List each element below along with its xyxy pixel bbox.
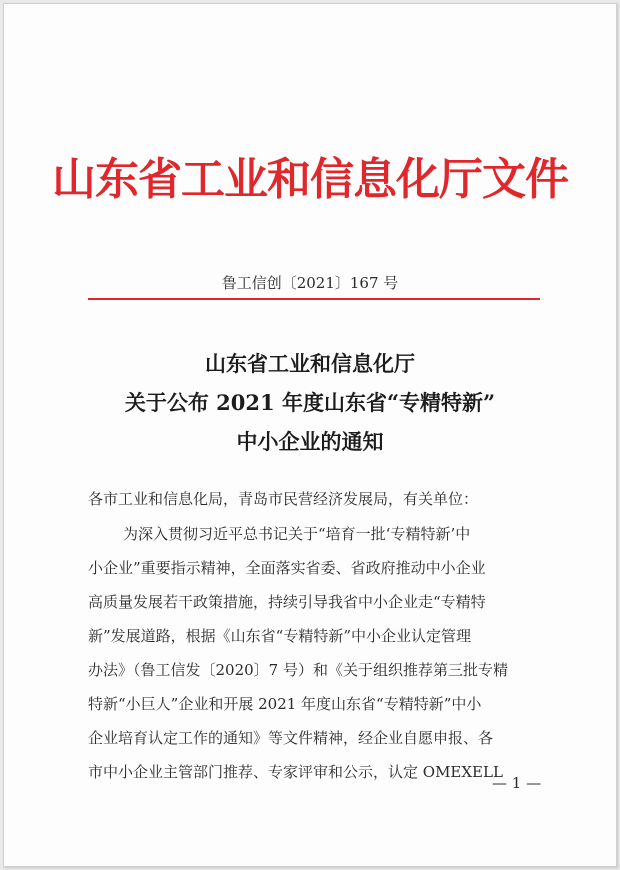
body-text-line: 市中小企业主管部门推荐、专家评审和公示，认定 OMEXELL: [88, 763, 503, 781]
body-text-line: 为深入贯彻习近平总书记关于“培育一批‘专精特新’中: [123, 525, 471, 543]
body-text-line: 小企业”重要指示精神，全面落实省委、省政府推动中小企业: [88, 559, 486, 577]
body-text-line: 新”发展道路，根据《山东省“专精特新”中小企业认定管理: [88, 627, 472, 645]
body-text-line: 办法》（鲁工信发〔2020〕7 号）和《关于组织推荐第三批专精: [88, 661, 508, 679]
addressee-line: 各市工业和信息化局，青岛市民营经济发展局，有关单位：: [88, 490, 479, 508]
document-page: [3, 3, 617, 867]
document-number: 鲁工信创〔2021〕167 号: [221, 274, 399, 292]
body-text-line: 企业培育认定工作的通知》等文件精神，经企业自愿申报、各: [88, 729, 494, 747]
body-text-line: 特新“小巨人”企业和开展 2021 年度山东省“专精特新”中小: [88, 695, 482, 713]
body-text-line: 高质量发展若干政策措施，持续引导我省中小企业走“专精特: [88, 593, 486, 611]
masthead-title: 山东省工业和信息化厅文件: [52, 154, 568, 205]
notice-title-line-3: 中小企业的通知: [236, 429, 384, 454]
notice-title-line-2: 关于公布 2021 年度山东省“专精特新”: [124, 390, 496, 415]
notice-title-line-1: 山东省工业和信息化厅: [205, 351, 415, 376]
red-divider-line: [88, 298, 540, 300]
page-number: — 1 —: [492, 774, 542, 792]
